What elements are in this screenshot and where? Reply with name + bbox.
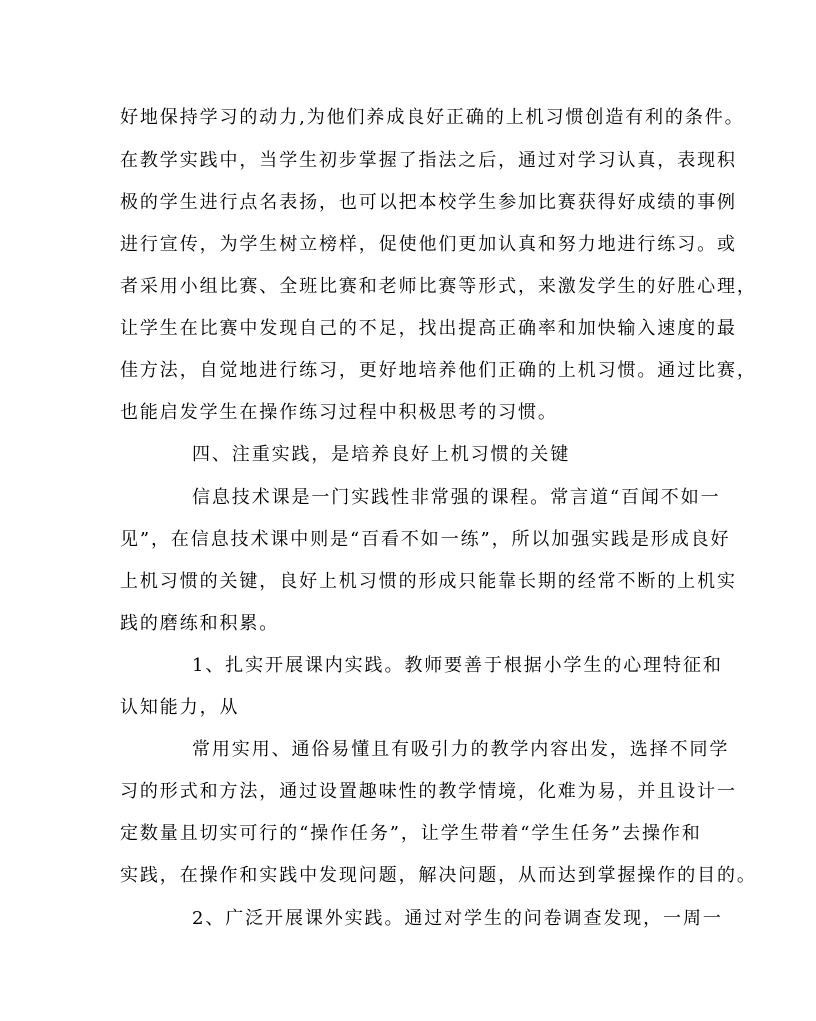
paragraph-line: 见”，在信息技术课中则是“百看不如一练”，所以加强实践是形成良好: [120, 529, 731, 550]
paragraph-line: 上机习惯的关键，良好上机习惯的形成只能靠长期的经常不断的上机实: [120, 571, 737, 592]
paragraph-line: 习的形式和方法，通过设置趣味性的教学情境，化难为易，并且设计一: [120, 781, 737, 802]
paragraph-line: 实践，在操作和实践中发现问题，解决问题，从而达到掌握操作的目的。: [120, 865, 757, 886]
paragraph-line: 常用实用、通俗易懂且有吸引力的教学内容出发，选择不同学: [192, 739, 730, 760]
paragraph-line: 1、扎实开展课内实践。教师要善于根据小学生的心理特征和: [192, 655, 723, 676]
paragraph-line: 佳方法，自觉地进行练习，更好地培养他们正确的上机习惯。通过比赛，: [120, 360, 757, 381]
section-heading: 四、注重实践，是培养良好上机习惯的关键: [192, 444, 571, 465]
paragraph-line: 信息技术课是一门实践性非常强的课程。常言道“百闻不如一: [192, 487, 721, 508]
paragraph-line: 在教学实践中，当学生初步掌握了指法之后，通过对学习认真，表现积: [120, 150, 737, 171]
paragraph-line: 极的学生进行点名表扬，也可以把本校学生参加比赛获得好成绩的事例: [120, 192, 737, 213]
paragraph-line: 者采用小组比赛、全班比赛和老师比赛等形式，来激发学生的好胜心理，: [120, 276, 757, 297]
paragraph-line: 践的磨练和积累。: [120, 613, 280, 634]
paragraph-line: 认知能力，从: [120, 697, 240, 718]
paragraph-line: 进行宣传，为学生树立榜样，促使他们更加认真和努力地进行练习。或: [120, 234, 737, 255]
paragraph-line: 也能启发学生在操作练习过程中积极思考的习惯。: [120, 402, 558, 423]
paragraph-line: 定数量且切实可行的“操作任务”，让学生带着“学生任务”去操作和: [120, 823, 702, 844]
paragraph-line: 让学生在比赛中发现自己的不足，找出提高正确率和加快输入速度的最: [120, 318, 737, 339]
paragraph-line: 2、广泛开展课外实践。通过对学生的问卷调查发现，一周一: [192, 908, 723, 929]
paragraph-line: 好地保持学习的动力,为他们养成良好正确的上机习惯创造有利的条件。: [120, 107, 745, 128]
